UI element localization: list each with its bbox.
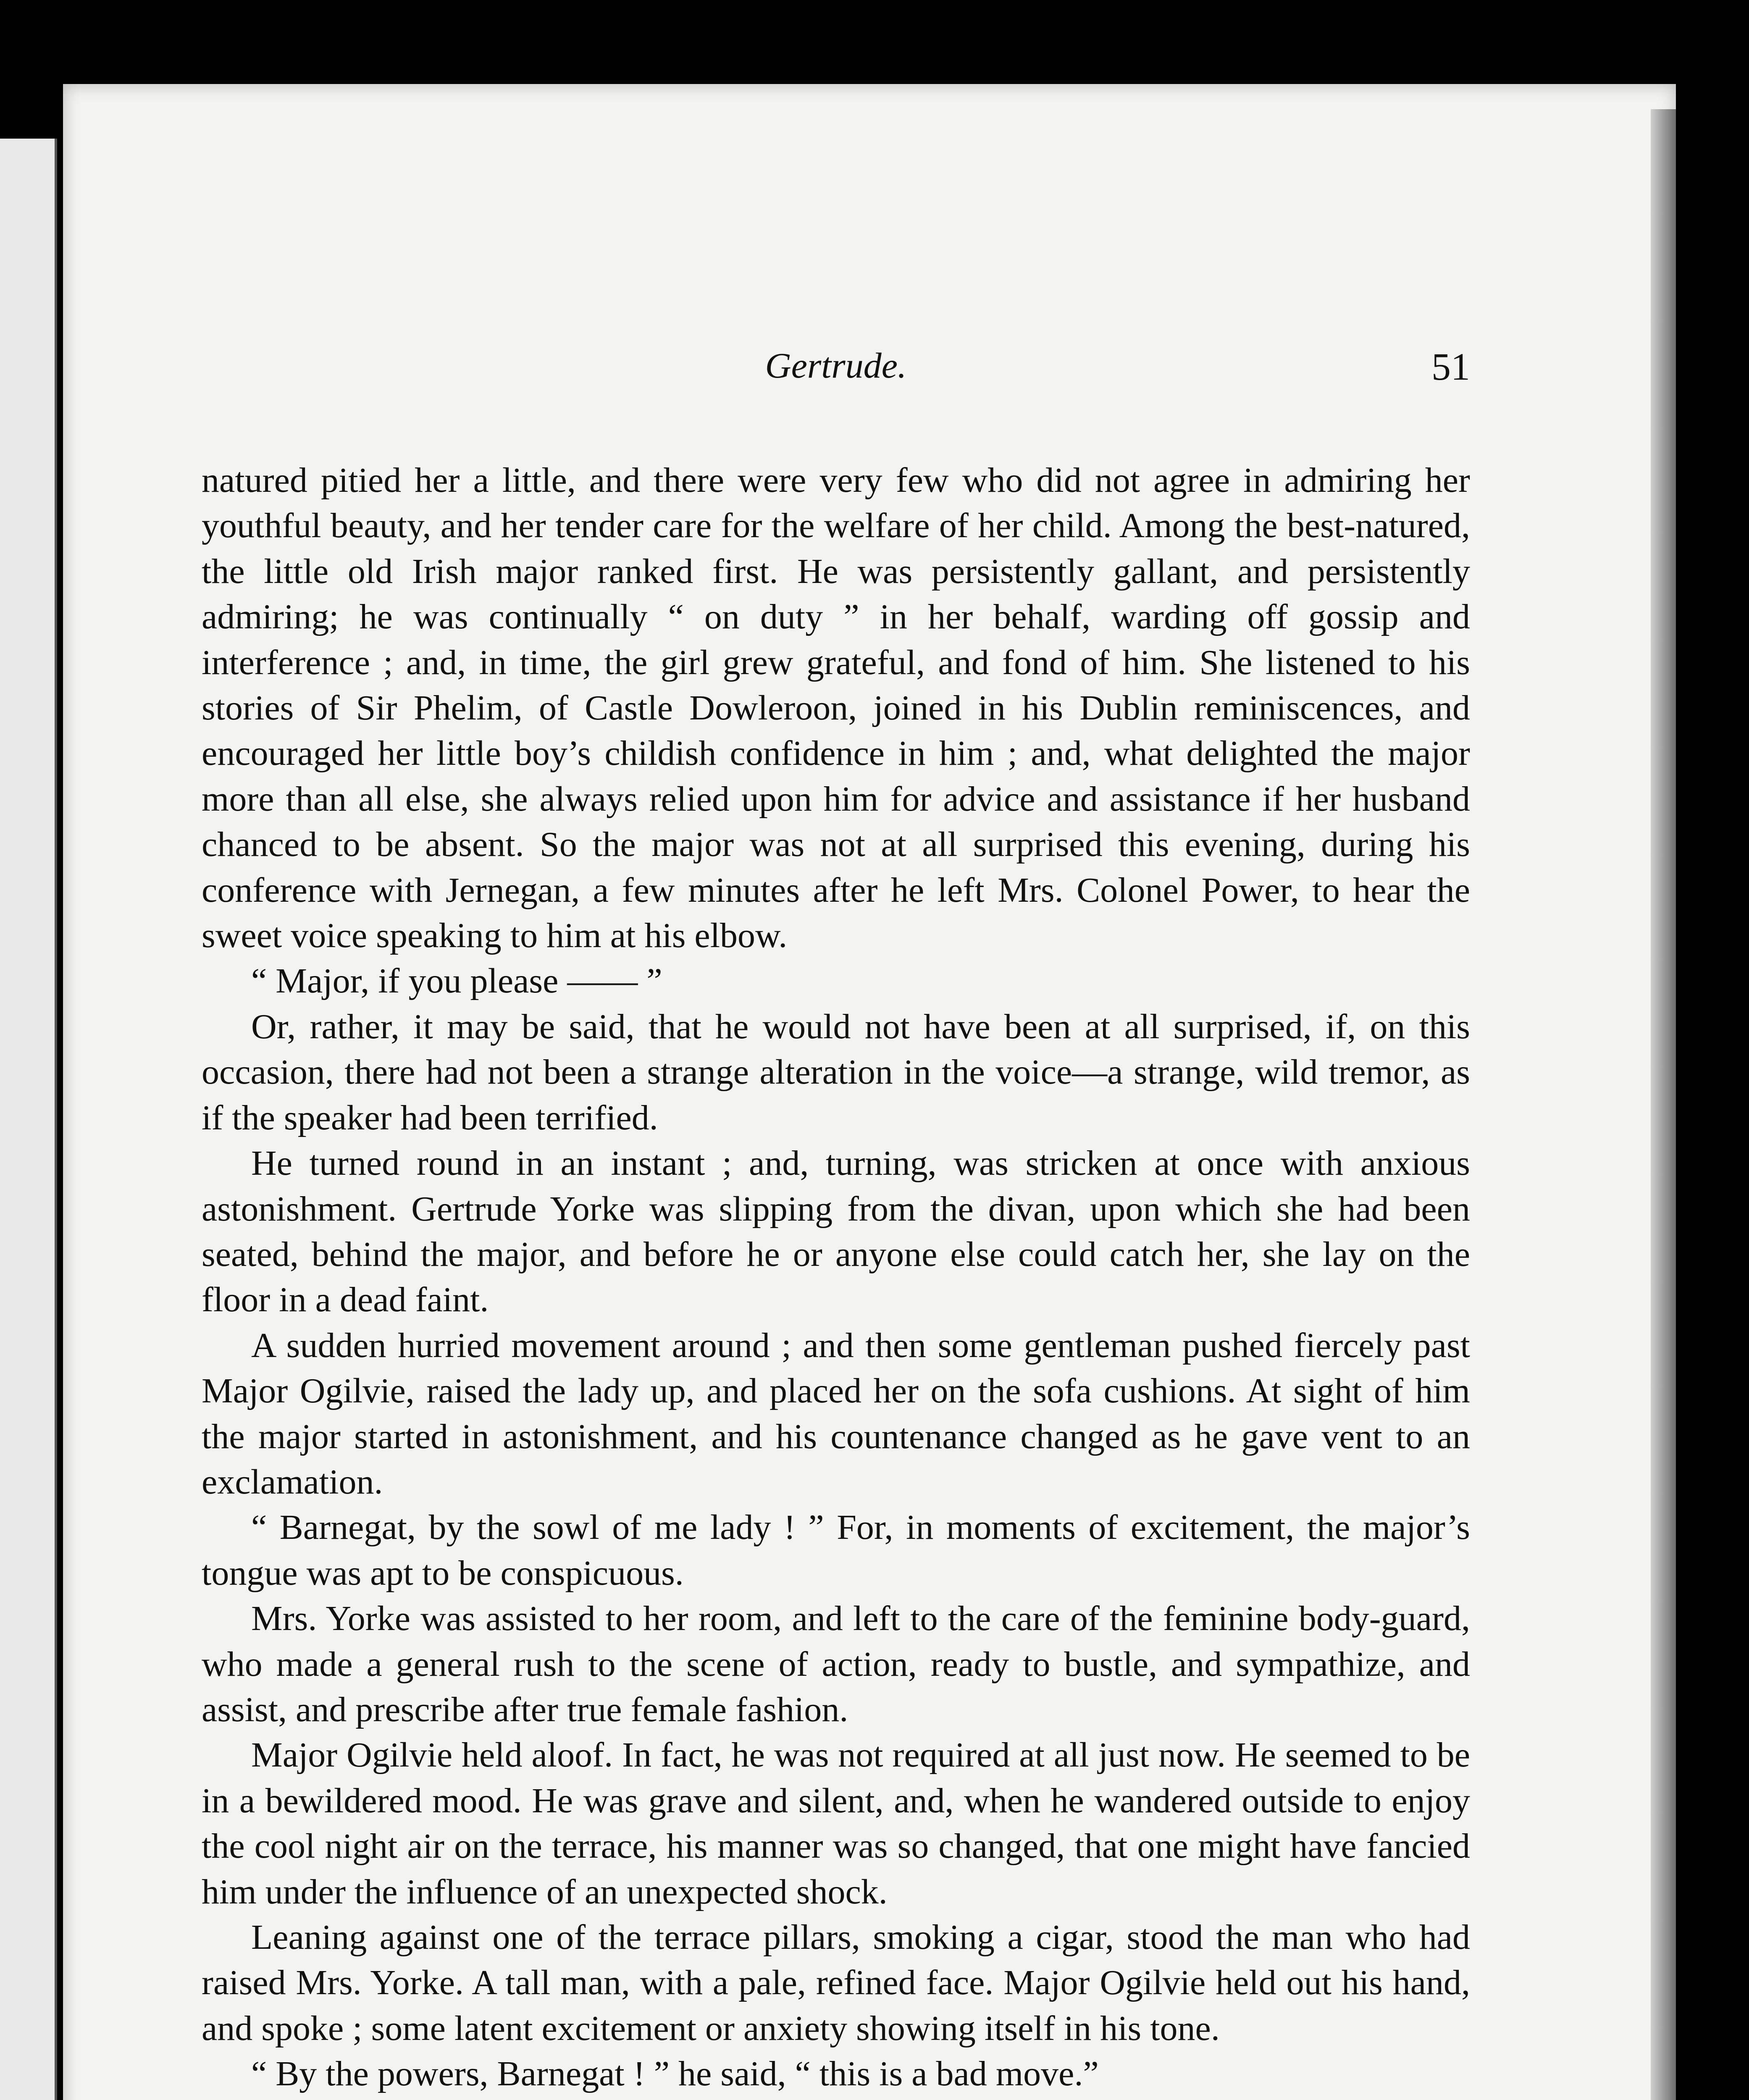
- running-title: Gertrude.: [765, 345, 907, 386]
- paragraph: Or, rather, it may be said, that he would not have been at all surprised, if, on this occasion, there had not been a strange alteration in the voice—a strange, wild tremor, as if the speaker had been terrified.: [202, 1007, 1470, 1137]
- paragraph: He turned round in an instant ; and, turning, was stricken at once with anxious astonishment. Gertrude Yorke was slipping from the divan, upon which she had been seated, behind the major, and before he or anyone else could catch her, she lay on the floor in a dead faint.: [202, 1144, 1470, 1320]
- paragraph: “ Major, if you please —— ”: [251, 961, 662, 1001]
- page-body-text: [202, 458, 1470, 2100]
- paragraph: A sudden hurried movement around ; and then some gentleman pushed fiercely past Major Ogilvie, raised the lady up, and placed her on the sofa cushions. At sight of him the major started in astonishment, and his countenance changed as he gave vent to an exclamation.: [202, 1326, 1470, 1502]
- paragraph: Leaning against one of the terrace pillars, smoking a cigar, stood the man who had raised Mrs. Yorke. A tall man, with a pale, refined face. Major Ogilvie held out his hand, and spoke ; some latent excitement or anxiety showing itself in his tone.: [202, 1918, 1470, 2048]
- paragraph: Mrs. Yorke was assisted to her room, and left to the care of the feminine body-guard, who made a general rush to the scene of action, ready to bustle, and sympathize, and assist, and prescribe after true female fashion.: [202, 1599, 1470, 1729]
- book-page: [63, 84, 1676, 2100]
- paragraph-continued: natured pitied her a little, and there were very few who did not agree in admiring her youthful beauty, and her tender care for the welfare of her child. Among the best-natured, the little old Irish major ranked first. He was persistently gallant, and persistently admiring; he was continually “ on duty ” in her behalf, warding off gossip and interference ; and, in time, the girl grew grateful, and fond of him. She listened to his stories of Sir Phelim, of Castle Dowleroon, joined in his Dublin reminiscences, and encouraged her little boy’s childish confidence in him ; and, what delighted the major more than all else, she always relied upon him for advice and assistance if her husband chanced to be absent. So the major was not at all surprised this evening, during his conference with Jernegan, a few minutes after he left Mrs. Colonel Power, to hear the sweet voice speaking to him at his elbow.: [202, 461, 1470, 956]
- page-edge-shadow: [1651, 109, 1676, 2100]
- paragraph: Major Ogilvie held aloof. In fact, he was not required at all just now. He seemed to be in a bewildered mood. He was grave and silent, and, when he wandered outside to enjoy the cool night air on the terrace, his manner was so changed, that one might have fancied him under the influence of an unexpected shock.: [202, 1735, 1470, 1911]
- page-header: [202, 344, 1470, 416]
- paragraph: “ By the powers, Barnegat ! ” he said, “ this is a bad move.”: [251, 2054, 1099, 2094]
- paragraph: [202, 2097, 1470, 2100]
- paragraph: “ Barnegat, by the sowl of me lady ! ” For, in moments of excitement, the major’s tongue was apt to be conspicuous.: [202, 1508, 1470, 1593]
- facing-page-edge: [0, 139, 57, 2100]
- page-number: 51: [1431, 345, 1470, 388]
